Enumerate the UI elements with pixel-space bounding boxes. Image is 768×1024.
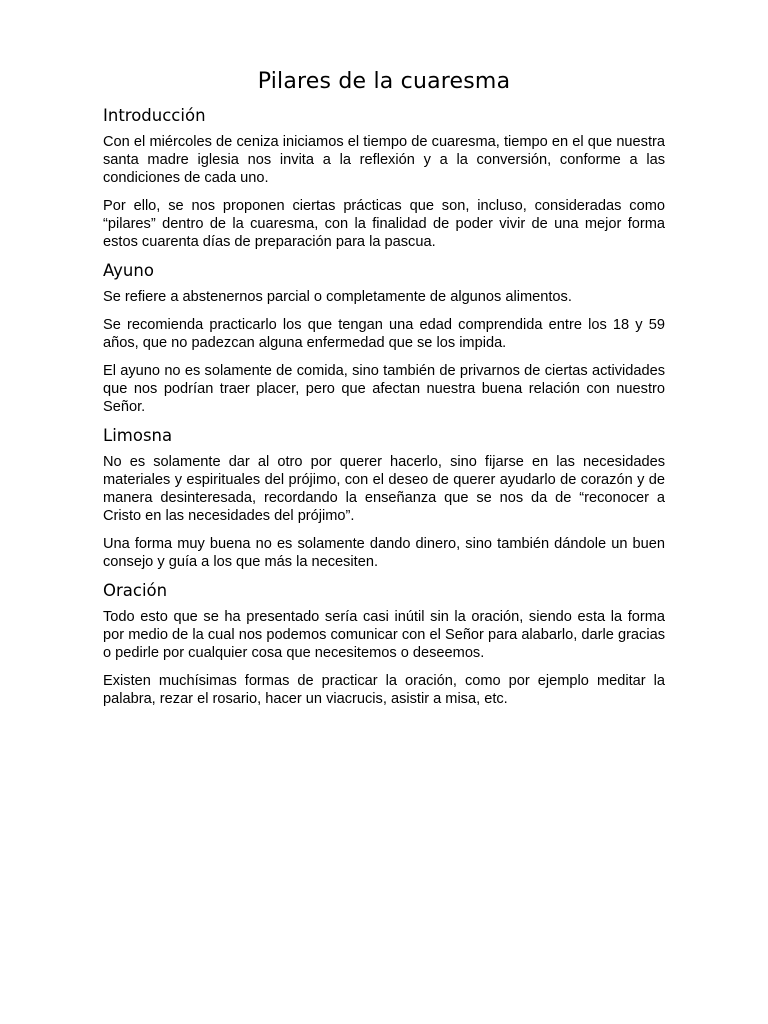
paragraph: Una forma muy buena no es solamente dando dinero, sino también dándole un buen consejo y guía a los que más la necesiten. <box>103 536 665 570</box>
section-introduccion <box>103 106 665 251</box>
paragraph: El ayuno no es solamente de comida, sino también de privarnos de ciertas actividades que nos podrían traer placer, pero que afectan nuestra buena relación con nuestro Señor. <box>103 363 665 415</box>
document-page <box>103 66 665 718</box>
paragraph: Todo esto que se ha presentado sería casi inútil sin la oración, siendo esta la forma por medio de la cual nos podemos comunicar con el Señor para alabarlo, darle gracias o pedirle por cualquier cosa que necesitemos o deseemos. <box>103 609 665 661</box>
section-heading: Oración <box>103 581 168 600</box>
section-limosna <box>103 426 665 571</box>
paragraph: Por ello, se nos proponen ciertas prácticas que son, incluso, consideradas como “pilares” dentro de la cuaresma, con la finalidad de poder vivir de una mejor forma estos cuarenta días de preparación para la pascua. <box>103 198 665 250</box>
paragraph: Se refiere a abstenernos parcial o completamente de algunos alimentos. <box>103 289 572 305</box>
section-heading: Introducción <box>103 106 206 125</box>
paragraph: Se recomienda practicarlo los que tengan una edad comprendida entre los 18 y 59 años, que no padezcan alguna enfermedad que se los impida. <box>103 317 665 351</box>
paragraph: No es solamente dar al otro por querer hacerlo, sino fijarse en las necesidades materiales y espirituales del prójimo, con el deseo de querer ayudarlo de corazón y de manera desinteresada, recordando la enseñanza que se nos da de “reconocer a Cristo en las necesidades del prójimo”. <box>103 454 665 524</box>
paragraph: Existen muchísimas formas de practicar la oración, como por ejemplo meditar la palabra, rezar el rosario, hacer un viacrucis, asistir a misa, etc. <box>103 673 665 707</box>
section-ayuno <box>103 261 665 416</box>
section-heading: Limosna <box>103 426 173 445</box>
section-heading: Ayuno <box>103 261 154 280</box>
paragraph: Con el miércoles de ceniza iniciamos el tiempo de cuaresma, tiempo en el que nuestra santa madre iglesia nos invita a la reflexión y a la conversión, conforme a las condiciones de cada uno. <box>103 134 665 186</box>
section-oracion <box>103 581 665 708</box>
document-title: Pilares de la cuaresma <box>257 69 511 94</box>
